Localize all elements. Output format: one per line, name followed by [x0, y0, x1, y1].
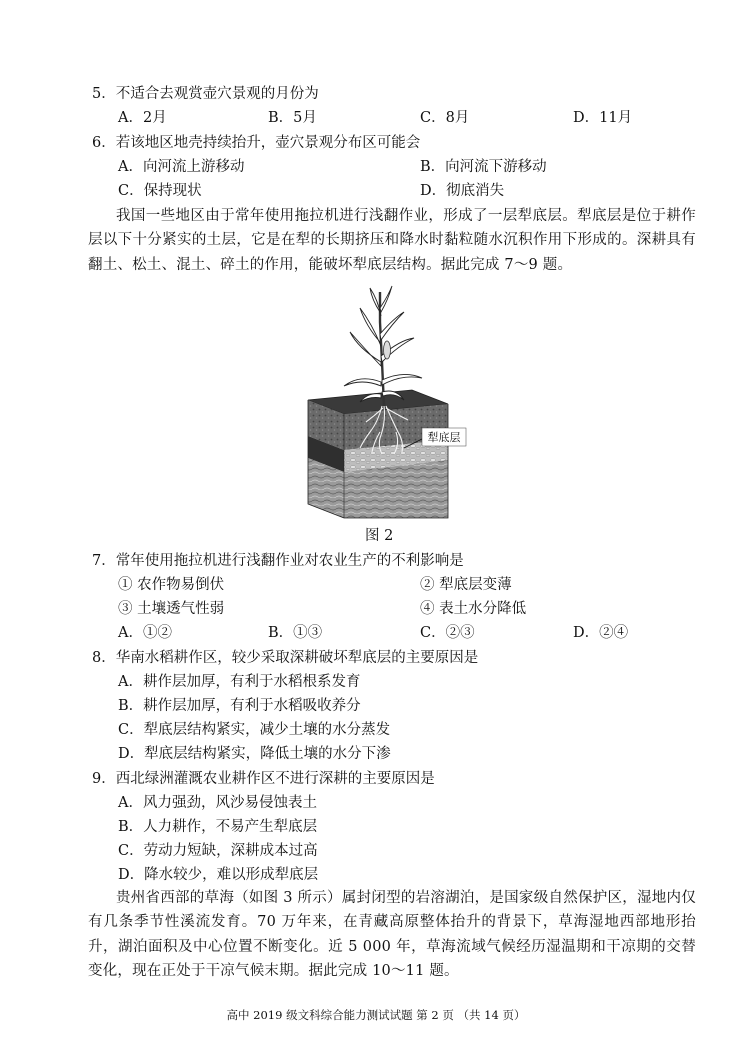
soil-profile-illustration	[300, 282, 470, 522]
q9-option-c: C．劳动力短缺，深耕成本过高	[118, 843, 318, 859]
q7-item-1: ① 农作物易倒伏	[118, 577, 225, 593]
q7-item-3: ③ 土壤透气性弱	[118, 601, 225, 617]
q6-option-b: B．向河流下游移动	[420, 159, 547, 175]
q5-option-b: B．5月	[268, 110, 317, 126]
q6-option-d: D．彻底消失	[420, 183, 505, 199]
passage-plough-pan: 我国一些地区由于常年使用拖拉机进行浅翻作业，形成了一层犁底层。犁底层是位于耕作层以下十分紧实的土层，它是在犁的长期挤压和降水时黏粒随水沉积作用下形成的。深耕具有翻土、松土、混土、碎土的作用，能破坏犁底层结构。据此完成 7～9 题。	[88, 208, 696, 273]
q6-option-c: C．保持现状	[118, 183, 202, 199]
q9-stem: 9．西北绿洲灌溉农业耕作区不进行深耕的主要原因是	[92, 771, 435, 787]
q7-item-2: ② 犁底层变薄	[420, 577, 512, 593]
q5-stem: 5．不适合去观赏壶穴景观的月份为	[92, 86, 319, 102]
plough-pan-label: 犁底层	[427, 431, 461, 444]
q9-option-a: A．风力强劲，风沙易侵蚀表土	[118, 795, 317, 811]
q6-stem: 6．若该地区地壳持续抬升，壶穴景观分布区可能会	[92, 135, 421, 151]
q6-option-a: A．向河流上游移动	[118, 159, 245, 175]
q8-option-b: B．耕作层加厚，有利于水稻吸收养分	[118, 698, 361, 714]
figure-2-soil-profile	[300, 282, 470, 522]
q7-option-b: B．①③	[268, 625, 323, 641]
q7-option-a: A．①②	[118, 625, 172, 641]
q9-option-d: D．降水较少，难以形成犁底层	[118, 867, 319, 883]
q8-stem: 8．华南水稻耕作区，较少采取深耕破坏犁底层的主要原因是	[92, 650, 479, 666]
q7-stem: 7．常年使用拖拉机进行浅翻作业对农业生产的不利影响是	[92, 553, 464, 569]
q5-option-c: C．8月	[420, 110, 470, 126]
q7-item-4: ④ 表土水分降低	[420, 601, 527, 617]
passage-caohai: 贵州省西部的草海（如图 3 所示）属封闭型的岩溶湖泊，是国家级自然保护区，湿地内仅有几条季节性溪流发育。70 万年来，在青藏高原整体抬升的背景下，草海湿地西部地形抬升，湖泊面积及中心位置不断变化。近 5 000 年，草海流域气候经历湿温期和干凉期的交替变化，现在正处于干凉气候末期。据此完成 10～11 题。	[88, 890, 696, 979]
figure-2-caption: 图 2	[365, 528, 394, 544]
q7-option-c: C．②③	[420, 625, 475, 641]
q7-option-d: D．②④	[573, 625, 629, 641]
page-footer: 高中 2019 级文科综合能力测试试题 第 2 页 （共 14 页）	[226, 1008, 526, 1022]
q5-option-d: D．11月	[573, 110, 633, 126]
q9-option-b: B．人力耕作，不易产生犁底层	[118, 819, 318, 835]
q8-option-a: A．耕作层加厚，有利于水稻根系发育	[118, 674, 361, 690]
q8-option-c: C．犁底层结构紧实，减少土壤的水分蒸发	[118, 722, 391, 738]
q5-option-a: A．2月	[118, 110, 167, 126]
q8-option-d: D．犁底层结构紧实，降低土壤的水分下渗	[118, 746, 391, 762]
